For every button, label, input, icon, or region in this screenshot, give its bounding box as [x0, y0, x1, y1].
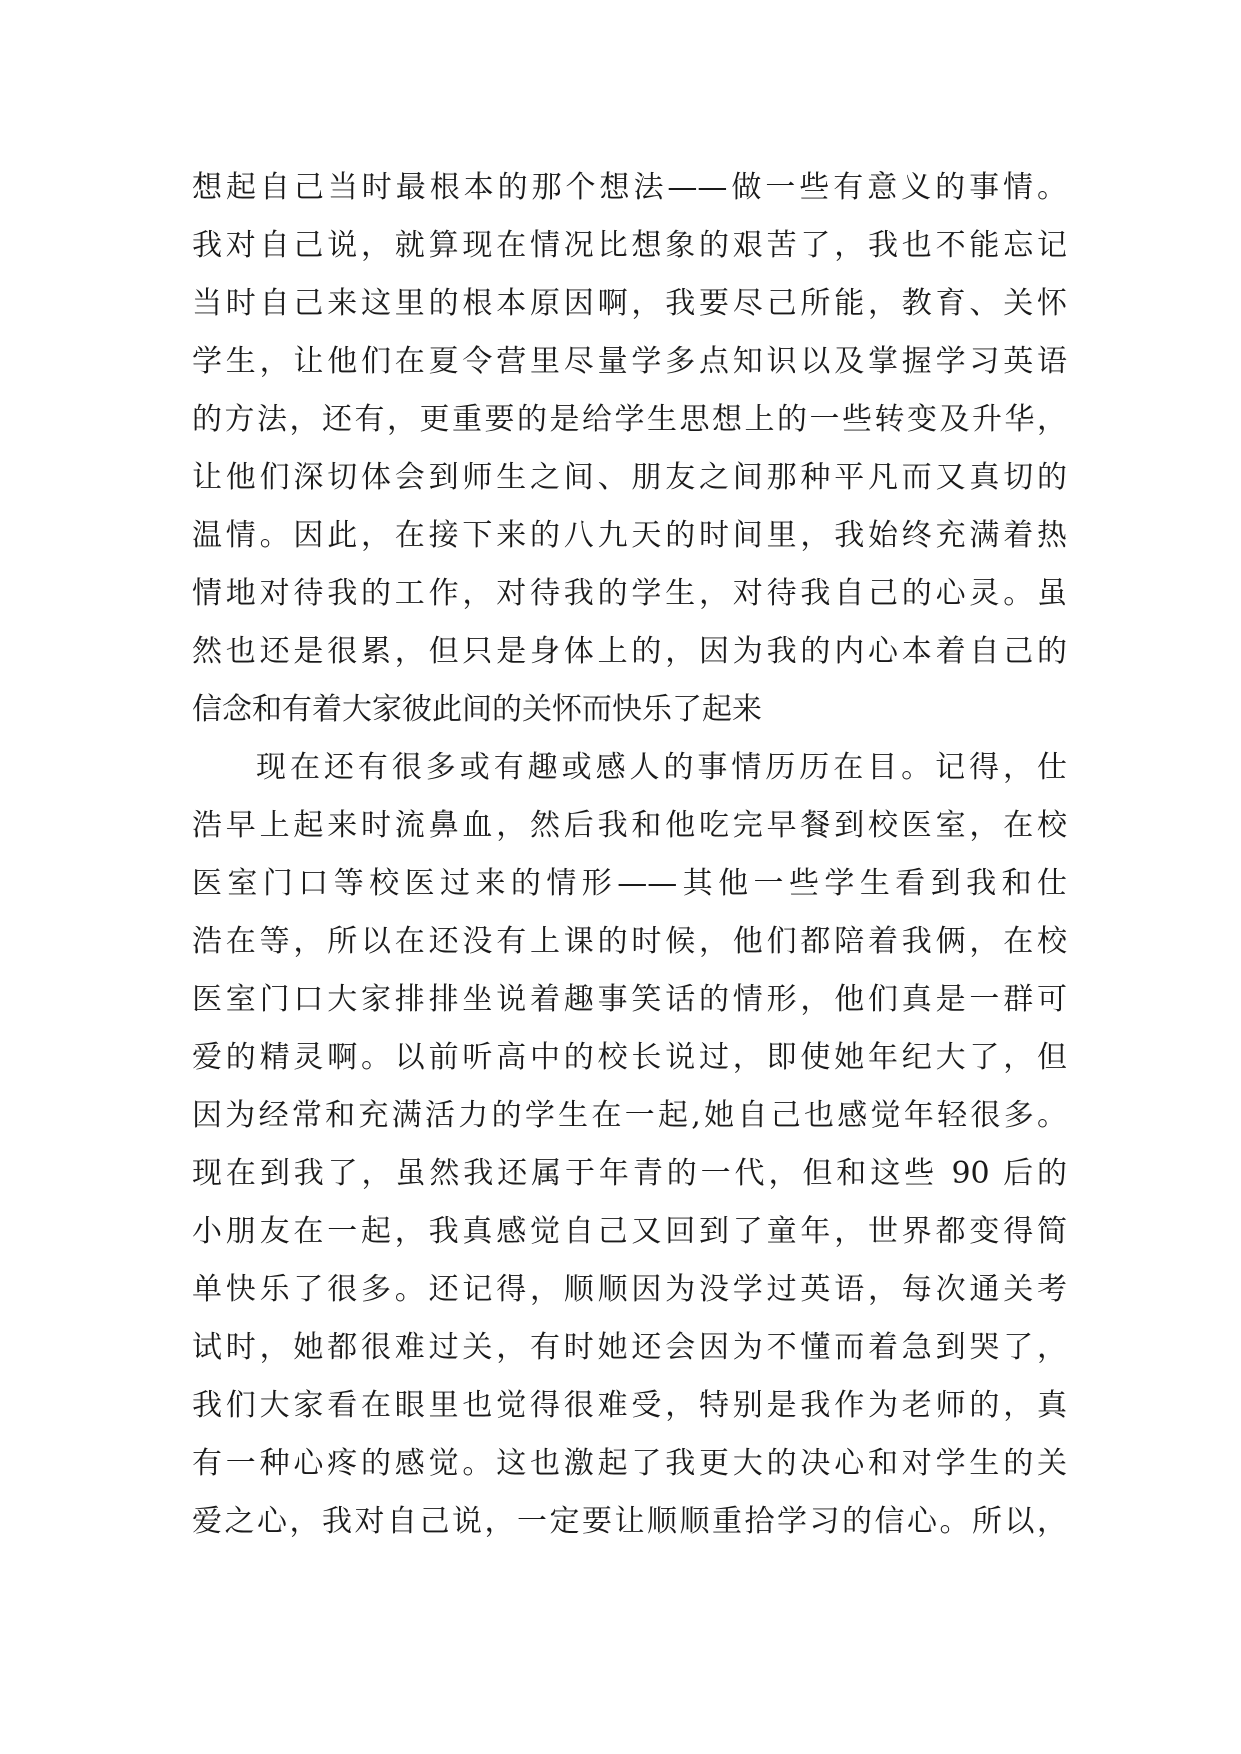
- paragraph-first-line: 现在还有很多或有趣或感人的事情历历在目。记得，仕: [256, 750, 1067, 785]
- text-line: 爱之心，我对自己说，一定要让顺顺重拾学习的信心。所以，: [192, 1504, 1067, 1539]
- text-line: 现在到我了，虽然我还属于年青的一代，但和这些 90 后的: [192, 1156, 1067, 1191]
- text-line: 爱的精灵啊。以前听高中的校长说过，即使她年纪大了，但: [192, 1040, 1067, 1075]
- text-line: 的方法，还有，更重要的是给学生思想上的一些转变及升华，: [192, 402, 1067, 437]
- body-text: [192, 159, 1067, 1551]
- text-line: 温情。因此，在接下来的八九天的时间里，我始终充满着热: [192, 518, 1067, 553]
- text-line: 浩在等，所以在还没有上课的时候，他们都陪着我俩，在校: [192, 924, 1067, 959]
- text-line: 试时，她都很难过关，有时她还会因为不懂而着急到哭了，: [192, 1330, 1067, 1365]
- text-line: 让他们深切体会到师生之间、朋友之间那种平凡而又真切的: [192, 460, 1067, 495]
- text-line: 然也还是很累，但只是身体上的，因为我的内心本着自己的: [192, 634, 1067, 669]
- text-line: 浩早上起来时流鼻血，然后我和他吃完早餐到校医室，在校: [192, 808, 1067, 843]
- text-line: 想起自己当时最根本的那个想法——做一些有意义的事情。: [192, 170, 1067, 205]
- text-line: 单快乐了很多。还记得，顺顺因为没学过英语，每次通关考: [192, 1272, 1067, 1307]
- text-line: 医室门口等校医过来的情形——其他一些学生看到我和仕: [192, 866, 1067, 901]
- text-line: 情地对待我的工作，对待我的学生，对待我自己的心灵。虽: [192, 576, 1067, 611]
- text-line: 学生，让他们在夏令营里尽量学多点知识以及掌握学习英语: [192, 344, 1067, 379]
- text-line: 信念和有着大家彼此间的关怀而快乐了起来: [192, 692, 762, 727]
- text-line: 小朋友在一起，我真感觉自己又回到了童年，世界都变得简: [192, 1214, 1067, 1249]
- text-line: 有一种心疼的感觉。这也激起了我更大的决心和对学生的关: [192, 1446, 1067, 1481]
- text-line: 因为经常和充满活力的学生在一起,她自己也感觉年轻很多。: [192, 1098, 1067, 1133]
- text-line: 我们大家看在眼里也觉得很难受，特别是我作为老师的，真: [192, 1388, 1067, 1423]
- text-line: 当时自己来这里的根本原因啊，我要尽己所能，教育、关怀: [192, 286, 1067, 321]
- text-line: 我对自己说，就算现在情况比想象的艰苦了，我也不能忘记: [192, 228, 1067, 263]
- text-line: 医室门口大家排排坐说着趣事笑话的情形，他们真是一群可: [192, 982, 1067, 1017]
